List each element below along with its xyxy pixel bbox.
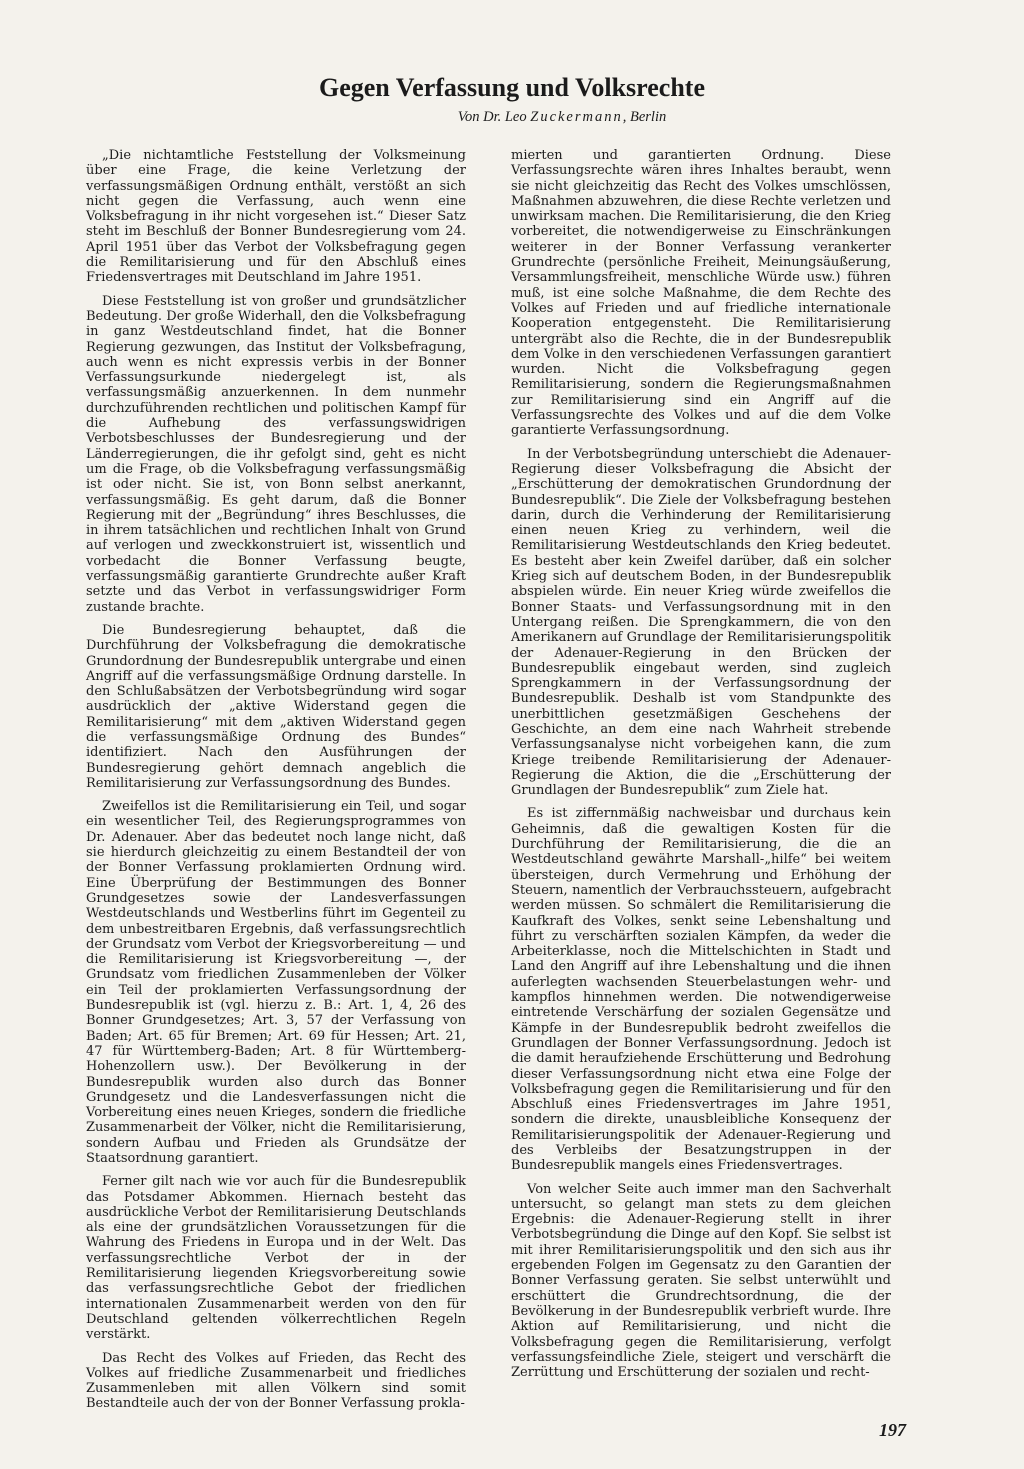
- paragraph-continued: mierten und garantierten Ordnung. Diese Verfassungsrechte wären ihres Inhaltes beraubt, wenn sie nicht gleichzeitig das Recht des Volkes umschlössen, Maßnahmen abzuwehren, die diese Rechte verletzen und unwirksam machen. Die Remilitarisierung, die den Krieg vorbereitet, die notwendigerweise zu Einschränkungen weiterer in der Bonner Verfassung verankerter Grundrechte (persönliche Freiheit, Meinungsäußerung, Versammlungsfreiheit, menschliche Würde usw.) führen muß, ist eine solche Maßnahme, die dem Rechte des Volkes auf Frieden und auf friedliche internationale Kooperation entgegensteht. Die Remilitarisierung untergräbt also die Rechte, die in der Bundesrepublik dem Volke in den verschiedenen Verfassungen garantiert wurden. Nicht die Volksbefragung gegen Remilitarisierung, sondern die Regierungsmaßnahmen zur Remilitarisierung sind ein Angriff auf die Verfassungsrechte des Volkes und auf die dem Volke garantierte Verfassungsordnung.: [511, 148, 891, 439]
- article-title: Gegen Verfassung und Volksrechte: [319, 73, 705, 102]
- paragraph: Das Recht des Volkes auf Frieden, das Recht des Volkes auf friedliche Zusammenarbeit und friedliches Zusammenleben mit allen Völkern sind somit Bestandteile auch der von der Bonner Verfassung prokla-: [86, 1350, 466, 1412]
- right-column: [511, 148, 891, 1388]
- paragraph: Die Bundesregierung behauptet, daß die Durchführung der Volksbefragung die demokratische Grundordnung der Bundesrepublik untergrabe und einen Angriff auf die verfassungsmäßige Ordnung darstelle. In den Schlußabsätzen der Verbotsbegründung wird sogar ausdrücklich der „aktive Widerstand gegen die Remilitarisierung“ mit dem „aktiven Widerstand gegen die verfassungsmäßige Ordnung des Bundes“ identifiziert. Nach den Ausführungen der Bundesregierung gehört demnach angeblich die Remilitarisierung zur Verfassungsordnung des Bundes.: [86, 622, 466, 791]
- article-byline: [0, 109, 1024, 126]
- byline-prefix: Von Dr. Leo: [457, 109, 527, 125]
- author-surname: Zuckermann: [530, 109, 623, 125]
- page-number: 197: [879, 1420, 906, 1440]
- paragraph: Diese Feststellung ist von großer und grundsätzlicher Bedeutung. Der große Widerhall, den die Volksbefragung in ganz Westdeutschland findet, hat die Bonner Regierung gezwungen, das Institut der Volksbefragung, auch wenn es nicht expressis verbis in der Bonner Verfassungsurkunde niedergelegt ist, als verfassungsmäßig anzuerkennen. In dem nunmehr durchzuführenden rechtlichen und politischen Kampf für die Aufhebung des verfassungswidrigen Verbotsbeschlusses der Bundesregierung und der Länderregierungen, die ihr gefolgt sind, geht es nicht um die Frage, ob die Volksbefragung verfassungsmäßig ist oder nicht. Sie ist, von Bonn selbst anerkannt, verfassungsmäßig. Es geht darum, daß die Bonner Regierung mit der „Begründung“ ihres Beschlusses, die in ihrem tatsächlichen und rechtlichen Inhalt von Grund auf verlogen und zweckkonstruiert ist, wissentlich und vorbedacht die Bonner Verfassung beugte, verfassungsmäßig garantierte Grundrechte außer Kraft setzte und das Verbot in verfassungswidriger Form zustande brachte.: [86, 293, 466, 615]
- paragraph: „Die nichtamtliche Feststellung der Volksmeinung über eine Frage, die keine Verletzung der verfassungsmäßigen Ordnung enthält, verstößt an sich nicht gegen die Verfassung, auch wenn eine Volksbefragung in ihr nicht vorgesehen ist.“ Dieser Satz steht im Beschluß der Bonner Bundesregierung vom 24. April 1951 über das Verbot der Volksbefragung gegen die Remilitarisierung und für den Abschluß eines Friedensvertrages mit Deutschland im Jahre 1951.: [86, 148, 466, 286]
- paragraph: Es ist ziffernmäßig nachweisbar und durchaus kein Geheimnis, daß die gewaltigen Kosten für die Durchführung der Remilitarisierung, die die an Westdeutschland gewährte Marshall-„hilfe“ bei weitem übersteigen, durch Vermehrung und Erhöhung der Steuern, namentlich der Verbrauchssteuern, aufgebracht werden müssen. So schmälert die Remilitarisierung die Kaufkraft des Volkes, senkt seine Lebenshaltung und führt zu verschärften sozialen Kämpfen, da weder die Arbeiterklasse, noch die Mittelschichten in Stadt und Land den Angriff auf ihre Lebenshaltung und die ihnen auferlegten wachsenden Steuerbelastungen wehr- und kampflos hinnehmen werden. Die notwendigerweise eintretende Verschärfung der sozialen Gegensätze und Kämpfe in der Bundesrepublik bedroht zweifellos die Grundlagen der Bonner Verfassungsordnung. Jedoch ist die damit heraufziehende Erschütterung und Bedrohung dieser Verfassungsordnung nicht etwa eine Folge der Volksbefragung gegen die Remilitarisierung und für den Abschluß eines Friedensvertrages im Jahre 1951, sondern die direkte, unausbleibliche Konsequenz der Remilitarisierungspolitik der Adenauer-Regierung und des Verbleibs der Besatzungstruppen in der Bundesrepublik mangels eines Friedensvertrages.: [511, 806, 891, 1174]
- paragraph: Ferner gilt nach wie vor auch für die Bundesrepublik das Potsdamer Abkommen. Hiernach besteht das ausdrückliche Verbot der Remilitarisierung Deutschlands als eine der grundsätzlichen Voraussetzungen für die Wahrung des Friedens in Europa und in der Welt. Das verfassungsrechtliche Verbot der in der Remilitarisierung liegenden Kriegsvorbereitung sowie das verfassungsrechtliche Gebot der friedlichen internationalen Zusammenarbeit werden von den für Deutschland geltenden völkerrechtlichen Regeln verstärkt.: [86, 1174, 466, 1343]
- left-column: [86, 148, 466, 1420]
- paragraph: In der Verbotsbegründung unterschiebt die Adenauer-Regierung dieser Volksbefragung die Absicht der „Erschütterung der demokratischen Grundordnung der Bundesrepublik“. Die Ziele der Volksbefragung bestehen darin, durch die Verhinderung der Remilitarisierung einen neuen Krieg zu verhindern, weil die Remilitarisierung Westdeutschlands den Krieg bedeutet. Es besteht aber kein Zweifel darüber, daß ein solcher Krieg sich auf deutschem Boden, in der Bundesrepublik abspielen würde. Ein neuer Krieg würde zweifellos die Bonner Staats- und Verfassungsordnung mit in den Untergang reißen. Die Sprengkammern, die von den Amerikanern auf Grundlage der Remilitarisierungspolitik der Adenauer-Regierung in den Brücken der Bundesrepublik eingebaut werden, sind zugleich Sprengkammern in der Verfassungsordnung der Bundesrepublik. Deshalb ist vom Standpunkte des unerbittlichen gesetzmäßigen Geschehens der Geschichte, an dem eine nach Wahrheit strebende Verfassungsanalyse nicht vorbeigehen kann, die zum Kriege treibende Remilitarisierung der Adenauer-Regierung die Aktion, die die „Erschütterung der Grundlagen der Bundesrepublik“ zum Ziele hat.: [511, 446, 891, 799]
- paragraph: Zweifellos ist die Remilitarisierung ein Teil, und sogar ein wesentlicher Teil, des Regierungsprogrammes von Dr. Adenauer. Aber das bedeutet noch lange nicht, daß sie hierdurch gleichzeitig zu einem Bestandteil der von der Bonner Verfassung proklamierten Ordnung wird. Eine Überprüfung der Bestimmungen des Bonner Grundgesetzes sowie der Landesverfassungen Westdeutschlands und Westberlins führt im Gegenteil zu dem unbestreitbaren Ergebnis, daß verfassungsrechtlich der Grundsatz vom Verbot der Kriegsvorbereitung — und die Remilitarisierung ist Kriegsvorbereitung —, der Grundsatz vom friedlichen Zusammenleben der Völker ein Teil der proklamierten Verfassungsordnung der Bundesrepublik ist (vgl. hierzu z. B.: Art. 1, 4, 26 des Bonner Grundgesetzes; Art. 3, 57 der Verfassung von Baden; Art. 65 für Bremen; Art. 69 für Hessen; Art. 21, 47 für Württemberg-Baden; Art. 8 für Württemberg-Hohenzollern usw.). Der Bevölkerung in der Bundesrepublik wurden also durch das Bonner Grundgesetz und die Landesverfassungen nicht die Vorbereitung eines neuen Krieges, sondern die friedliche Zusammenarbeit der Völker, nicht die Remilitarisierung, sondern Aufbau und Frieden als Grundsätze der Staatsordnung garantiert.: [86, 799, 466, 1166]
- byline-suffix: , Berlin: [622, 109, 667, 125]
- paragraph: Von welcher Seite auch immer man den Sachverhalt untersucht, so gelangt man stets zu dem gleichen Ergebnis: die Adenauer-Regierung stellt in ihrer Verbotsbegründung die Dinge auf den Kopf. Sie selbst ist mit ihrer Remilitarisierungspolitik und den sich aus ihr ergebenden Folgen im Gegensatz zu den Garantien der Bonner Verfassung geraten. Sie selbst unterwühlt und erschüttert die Grundrechtsordnung, die der Bevölkerung in der Bundesrepublik verbrieft wurde. Ihre Aktion auf Remilitarisierung, und nicht die Volksbefragung gegen die Remilitarisierung, verfolgt verfassungsfeindliche Ziele, steigert und verschärft die Zerrüttung und Erschütterung der sozialen und recht-: [511, 1181, 891, 1381]
